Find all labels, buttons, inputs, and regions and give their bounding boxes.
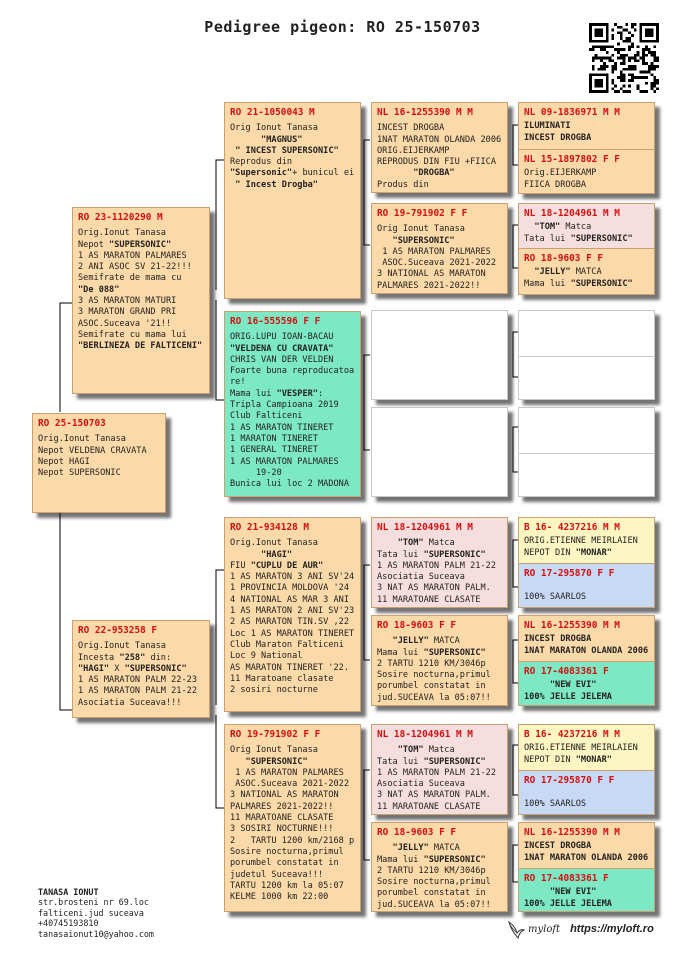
pedigree-card-gen5-pair-7[interactable] xyxy=(518,724,655,815)
owner-email[interactable]: tanasaionut10@yahoo.com xyxy=(38,928,154,939)
owner-phone: +40745193810 xyxy=(38,918,99,929)
card-text: Orig.EIJERKAMP FIICA DROGBA xyxy=(524,168,597,190)
pedigree-card-gen5-pair-2[interactable] xyxy=(518,203,655,295)
card-text: "TOM" Matca Tata lui "SUPERSONIC" 1 AS MARATON PALM 21-22 Asociatia Suceava 3 NAT AS MARATON PALM. 11 MARATOANE CLASATE xyxy=(377,538,496,605)
card-text: INCEST DROGBA 1NAT MARATON OLANDA 2006 xyxy=(524,634,649,656)
ring-number: RO 19-791902 F F xyxy=(230,729,321,740)
ring-number: RO 17-4083361 F xyxy=(524,666,609,677)
pedigree-card-sss[interactable] xyxy=(371,102,508,193)
card-text: Orig.Ionut Tanasa Nepot "SUPERSONIC" 1 AS MARATON PALMARES 2 ANI ASOC SV 21-22!!! Semifrate de mama cu "De 088" 3 AS MARATON MATURI 3 MARATON GRAND PRI ASOC.Suceava '21!! Semifrate cu mama lui "BERLINEZA DE FALTICENI" xyxy=(78,228,203,352)
card-text: "JELLY" MATCA Mama lui "SUPERSONIC" 2 TARTU 1210 KM/3046p Sosire nocturna,primul porumbel constatat in jud.SUCEAVA la 05:07!! xyxy=(377,636,491,703)
card-text: "NEW EVI" 100% JELLE JELEMA xyxy=(524,680,612,702)
ring-number: RO 17-4083361 F xyxy=(524,873,609,884)
empty-card-sds xyxy=(371,310,508,400)
card-text: INCEST DROGBA 1NAT MARATON OLANDA 2006 ORIG.EIJERKAMP REPRODUS DIN FIU +FIICA "DROGBA" Produs din xyxy=(377,123,502,190)
empty-card-gen5-3 xyxy=(518,310,655,400)
card-text: Orig Ionut Tanasa "SUPERSONIC" 1 AS MARATON PALMARES ASOC.Suceava 2021-2022 3 NATIONAL AS MARATON PALMARES 2021-2022!! xyxy=(377,224,497,291)
ring-number: RO 17-295870 F F xyxy=(524,568,615,579)
ring-number: RO 22-953258 F xyxy=(78,625,158,636)
card-text: ORIG.ETIENNE MEIRLAIEN NEPOT DIN "MONAR" xyxy=(524,536,638,558)
ring-number: NL 16-1255390 M M xyxy=(377,107,473,118)
pedigree-card-dds[interactable] xyxy=(371,724,508,815)
card-text: INCEST DROGBA 1NAT MARATON OLANDA 2006 xyxy=(524,841,649,863)
pedigree-card-sire-dam[interactable] xyxy=(224,311,361,497)
ring-number: NL 18-1204961 M M xyxy=(377,729,473,740)
ring-number: NL 18-1204961 M M xyxy=(377,522,473,533)
pedigree-card-dam-dam[interactable] xyxy=(224,724,361,912)
card-text: "TOM" Matca Tata lui "SUPERSONIC" 1 AS MARATON PALM 21-22 Asociatia Suceava 3 NAT AS MARATON PALM. 11 MARATOANE CLASATE xyxy=(377,745,496,812)
pedigree-card-gen5-pair-5[interactable] xyxy=(518,517,655,608)
page-title: Pedigree pigeon: RO 25-150703 xyxy=(204,18,481,36)
empty-card-gen5-4 xyxy=(518,407,655,497)
ring-number: RO 17-295870 F F xyxy=(524,775,615,786)
card-text: 100% SAARLOS xyxy=(524,798,587,809)
card-text: ILUMINATI INCEST DROGBA xyxy=(524,121,592,143)
ring-number: NL 15-1897802 F F xyxy=(524,154,620,165)
ring-number: RO 25-150703 xyxy=(38,418,106,429)
ring-number: RO 18-9603 F F xyxy=(524,253,604,264)
ring-number: RO 21-934128 M xyxy=(230,522,310,533)
pedigree-card-sire-sire[interactable] xyxy=(224,102,361,299)
ring-number: RO 19-791902 F F xyxy=(377,208,468,219)
ring-number: B 16- 4237216 M M xyxy=(524,729,620,740)
card-text: "JELLY" MATCA Mama lui "SUPERSONIC" xyxy=(524,267,633,289)
pedigree-card-dsd[interactable] xyxy=(371,615,508,706)
pedigree-card-gen5-pair-6[interactable] xyxy=(518,615,655,706)
card-text: Orig.Ionut Tanasa Incesta "258" din: "HAGI" X "SUPERSONIC" 1 AS MARATON PALM 22-23 1 AS MARATON PALM 21-22 Asociatia Suceava!!! xyxy=(78,641,197,708)
ring-number: NL 16-1255390 M M xyxy=(524,620,620,631)
card-text: Orig Ionut Tanasa "SUPERSONIC" 1 AS MARATON PALMARES ASOC.Suceava 2021-2022 3 NATIONAL AS MARATON PALMARES 2021-2022!! 11 MARATOANE CLASATE 3 SOSIRI NOCTURNE!!! 2 TARTU 1200 km/2168 p Sosire nocturna,primul porumbel constatat in judetul Suceava!!! TARTU 1200 km la 05:07 KELME 1000 km 22:00 xyxy=(230,745,355,903)
ring-number: NL 18-1204961 M M xyxy=(524,208,620,219)
ring-number: RO 18-9603 F F xyxy=(377,827,457,838)
owner-name: TANASA IONUT xyxy=(38,887,99,897)
card-text: Orig Ionut Tanasa "MAGNUS" " INCEST SUPERSONIC" Reprodus din "Supersonic"+ bunicul ei " Incest Drogba" xyxy=(230,123,355,190)
card-text: "TOM" Matca Tata lui "SUPERSONIC" xyxy=(524,222,633,244)
ring-number: RO 18-9603 F F xyxy=(377,620,457,631)
card-text: "NEW EVI" 100% JELLE JELEMA xyxy=(524,887,612,909)
pedigree-card-gen5-pair-8[interactable] xyxy=(518,822,655,912)
ring-number: NL 16-1255390 M M xyxy=(524,827,620,838)
card-text: Orig.Ionut Tanasa "HAGI" FIU "CUPLU DE AUR" 1 AS MARATON 3 ANI SV'24 1 PROVINCIA MOLDOVA '24 4 NATIONAL AS MAR 3 ANI 1 AS MARATON 2 ANI SV'23 2 AS MARATON TIN.SV ,22 Loc 1 AS MARATON TINERET Club Maraton Falticeni Loc 9 National AS MARATON TINERET '22. 11 Maratoane clasate 2 sosiri nocturne xyxy=(230,538,355,696)
empty-card-sdd xyxy=(371,407,508,497)
brand-footer xyxy=(507,918,654,940)
pedigree-card-sire[interactable] xyxy=(72,207,210,394)
card-text: "JELLY" MATCA Mama lui "SUPERSONIC" 2 TARTU 1210 KM/3046p Sosire nocturna,primul porumbel constatat in jud.SUCEAVA la 05:07!! xyxy=(377,843,491,910)
brand-logo-text: myloft xyxy=(528,923,561,935)
pedigree-card-dam[interactable] xyxy=(72,620,210,718)
pigeon-logo-icon xyxy=(507,919,525,939)
pedigree-card-dam-sire[interactable] xyxy=(224,517,361,712)
owner-address-2: falticeni.jud suceava xyxy=(38,907,144,918)
card-text: ORIG.ETIENNE MEIRLAIEN NEPOT DIN "MONAR" xyxy=(524,743,638,765)
ring-number: B 16- 4237216 M M xyxy=(524,522,620,533)
pedigree-card-ssd[interactable] xyxy=(371,203,508,294)
pedigree-card-ddd[interactable] xyxy=(371,822,508,912)
brand-url-link[interactable]: https://myloft.ro xyxy=(570,923,654,935)
card-text: Orig.Ionut Tanasa Nepot VELDENA CRAVATA Nepot HAGI Nepot SUPERSONIC xyxy=(38,434,147,479)
owner-address-1: str.brosteni nr 69.loc xyxy=(38,897,149,908)
ring-number: NL 09-1836971 M M xyxy=(524,107,620,118)
card-text: ORIG.LUPU IOAN-BACAU "VELDENA CU CRAVATA" CHRIS VAN DER VELDEN Foarte buna reproducatoa re! Mama lui "VESPER": Tripla Campioana 2019 Club Falticeni 1 AS MARATON TINERET 1 MARATON TINERET 1 GENERAL TINERET 1 AS MARATON PALMARES 19-20 Bunica lui loc 2 MADONA xyxy=(230,332,355,490)
card-text: 100% SAARLOS xyxy=(524,591,587,602)
pedigree-card-subject[interactable] xyxy=(32,413,166,513)
owner-contact xyxy=(38,887,154,939)
pedigree-card-gen5-pair-1[interactable] xyxy=(518,102,655,194)
pedigree-card-dss[interactable] xyxy=(371,517,508,608)
ring-number: RO 23-1120290 M xyxy=(78,212,163,223)
ring-number: RO 21-1050043 M xyxy=(230,107,315,118)
ring-number: RO 16-555596 F F xyxy=(230,316,321,327)
